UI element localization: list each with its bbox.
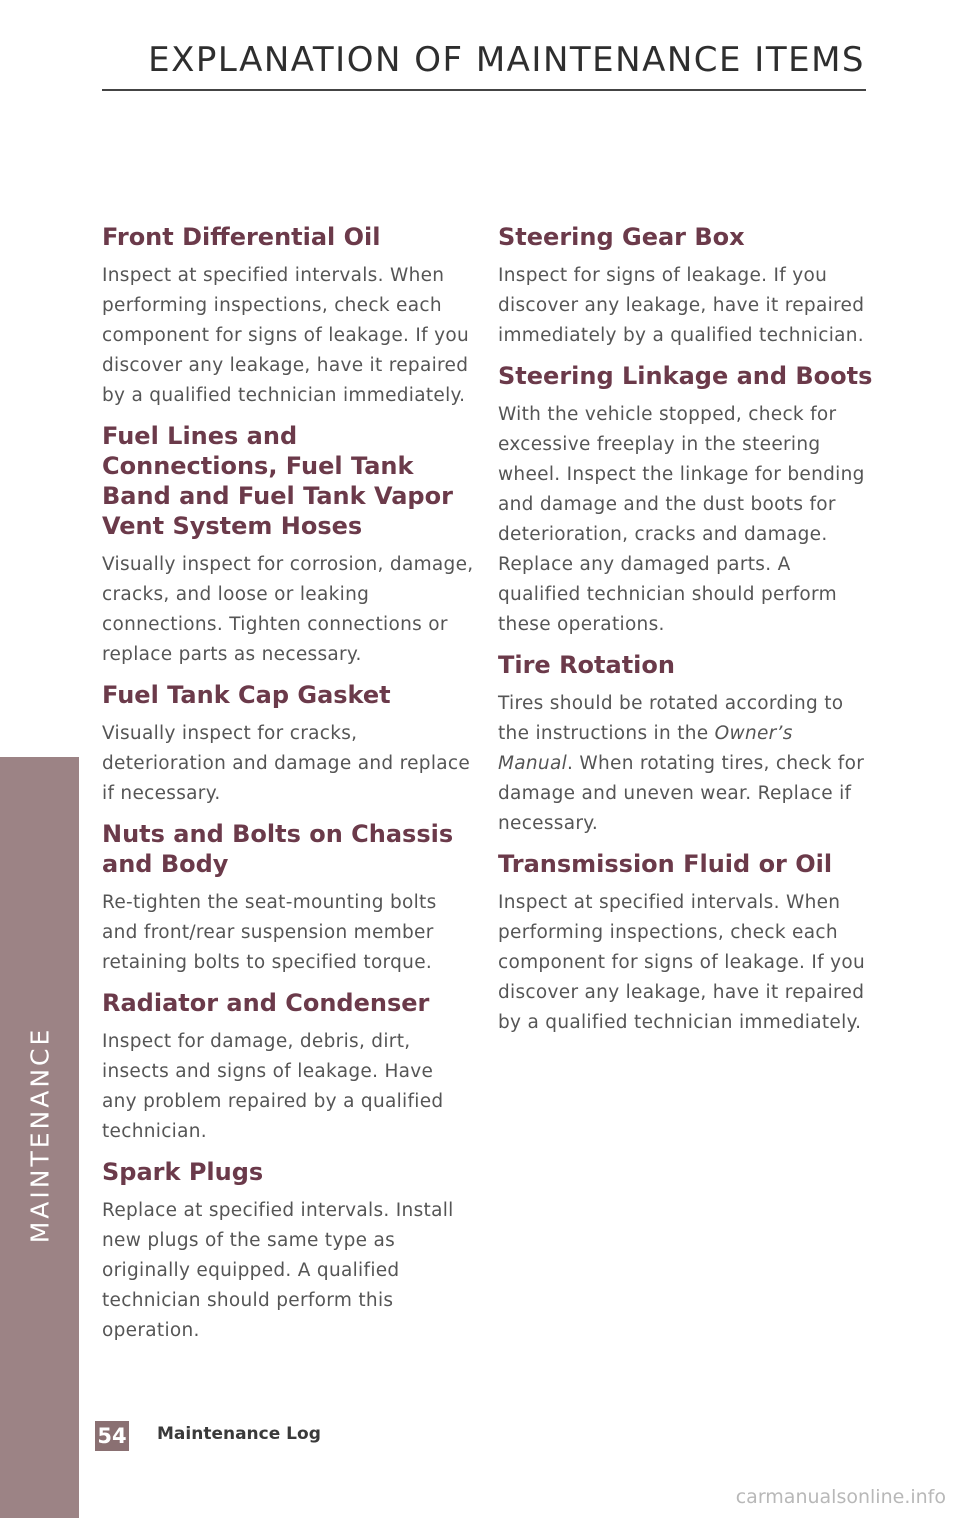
page-number: 54 xyxy=(95,1421,129,1451)
section-nuts-and-bolts xyxy=(102,819,474,978)
section-body: Visually inspect for corrosion, damage, cracks, and loose or leaking connections. Tighten connections or replace parts as necessary. xyxy=(102,554,474,665)
section-heading: Transmission Fluid or Oil xyxy=(498,850,833,878)
section-heading: Steering Linkage and Boots xyxy=(498,362,873,390)
section-heading: Steering Gear Box xyxy=(498,223,745,251)
section-body: Replace at specified intervals. Install new plugs of the same type as originally equipped. A qualified technician should perform this operation. xyxy=(102,1200,454,1341)
page-title: EXPLANATION OF MAINTENANCE ITEMS xyxy=(148,40,865,80)
section-body xyxy=(498,689,873,839)
section-body: Inspect for signs of leakage. If you discover any leakage, have it repaired immediately by a qualified technician. xyxy=(498,265,865,346)
title-divider xyxy=(102,89,866,91)
section-heading: Front Differential Oil xyxy=(102,223,381,251)
section-fuel-tank-cap-gasket xyxy=(102,680,474,809)
body-text: . When rotating tires, check for damage and uneven wear. Replace if necessary. xyxy=(498,753,865,834)
section-body: Inspect at specified intervals. When performing inspections, check each component for signs of leakage. If you discover any leakage, have it repaired by a qualified technician immediately. xyxy=(102,265,470,406)
section-transmission-fluid xyxy=(498,849,873,1038)
right-column xyxy=(498,222,873,1048)
section-heading: Fuel Tank Cap Gasket xyxy=(102,681,391,709)
section-spark-plugs xyxy=(102,1157,474,1346)
manual-title: Owner’s Manual xyxy=(498,723,793,774)
section-front-differential-oil xyxy=(102,222,474,411)
body-text: Tires should be rotated according to the instructions in the xyxy=(498,693,844,744)
section-radiator-and-condenser xyxy=(102,988,474,1147)
section-tire-rotation xyxy=(498,650,873,839)
section-body: With the vehicle stopped, check for excessive freeplay in the steering wheel. Inspect the linkage for bending and damage and the dust boots for deterioration, cracks and damage. Replace any damaged parts. A qualified technician should perform these operations. xyxy=(498,404,865,635)
section-body: Inspect for damage, debris, dirt, insects and signs of leakage. Have any problem repaired by a qualified technician. xyxy=(102,1031,444,1142)
section-heading: Fuel Lines and Connections, Fuel Tank Band and Fuel Tank Vapor Vent System Hoses xyxy=(102,422,453,540)
section-heading: Spark Plugs xyxy=(102,1158,264,1186)
section-steering-linkage xyxy=(498,361,873,640)
section-body: Inspect at specified intervals. When performing inspections, check each component for signs of leakage. If you discover any leakage, have it repaired by a qualified technician immediately. xyxy=(498,892,866,1033)
left-column xyxy=(102,222,474,1356)
section-steering-gear-box xyxy=(498,222,873,351)
section-body: Re-tighten the seat-mounting bolts and front/rear suspension member retaining bolts to specified torque. xyxy=(102,892,437,973)
section-heading: Tire Rotation xyxy=(498,651,675,679)
watermark: carmanualsonline.info xyxy=(735,1486,946,1508)
sidebar-label: MAINTENANCE xyxy=(25,1026,55,1244)
section-body: Visually inspect for cracks, deterioration and damage and replace if necessary. xyxy=(102,723,471,804)
footer-label: Maintenance Log xyxy=(157,1424,321,1444)
section-heading: Nuts and Bolts on Chassis and Body xyxy=(102,820,454,878)
section-fuel-lines xyxy=(102,421,474,670)
section-heading: Radiator and Condenser xyxy=(102,989,430,1017)
